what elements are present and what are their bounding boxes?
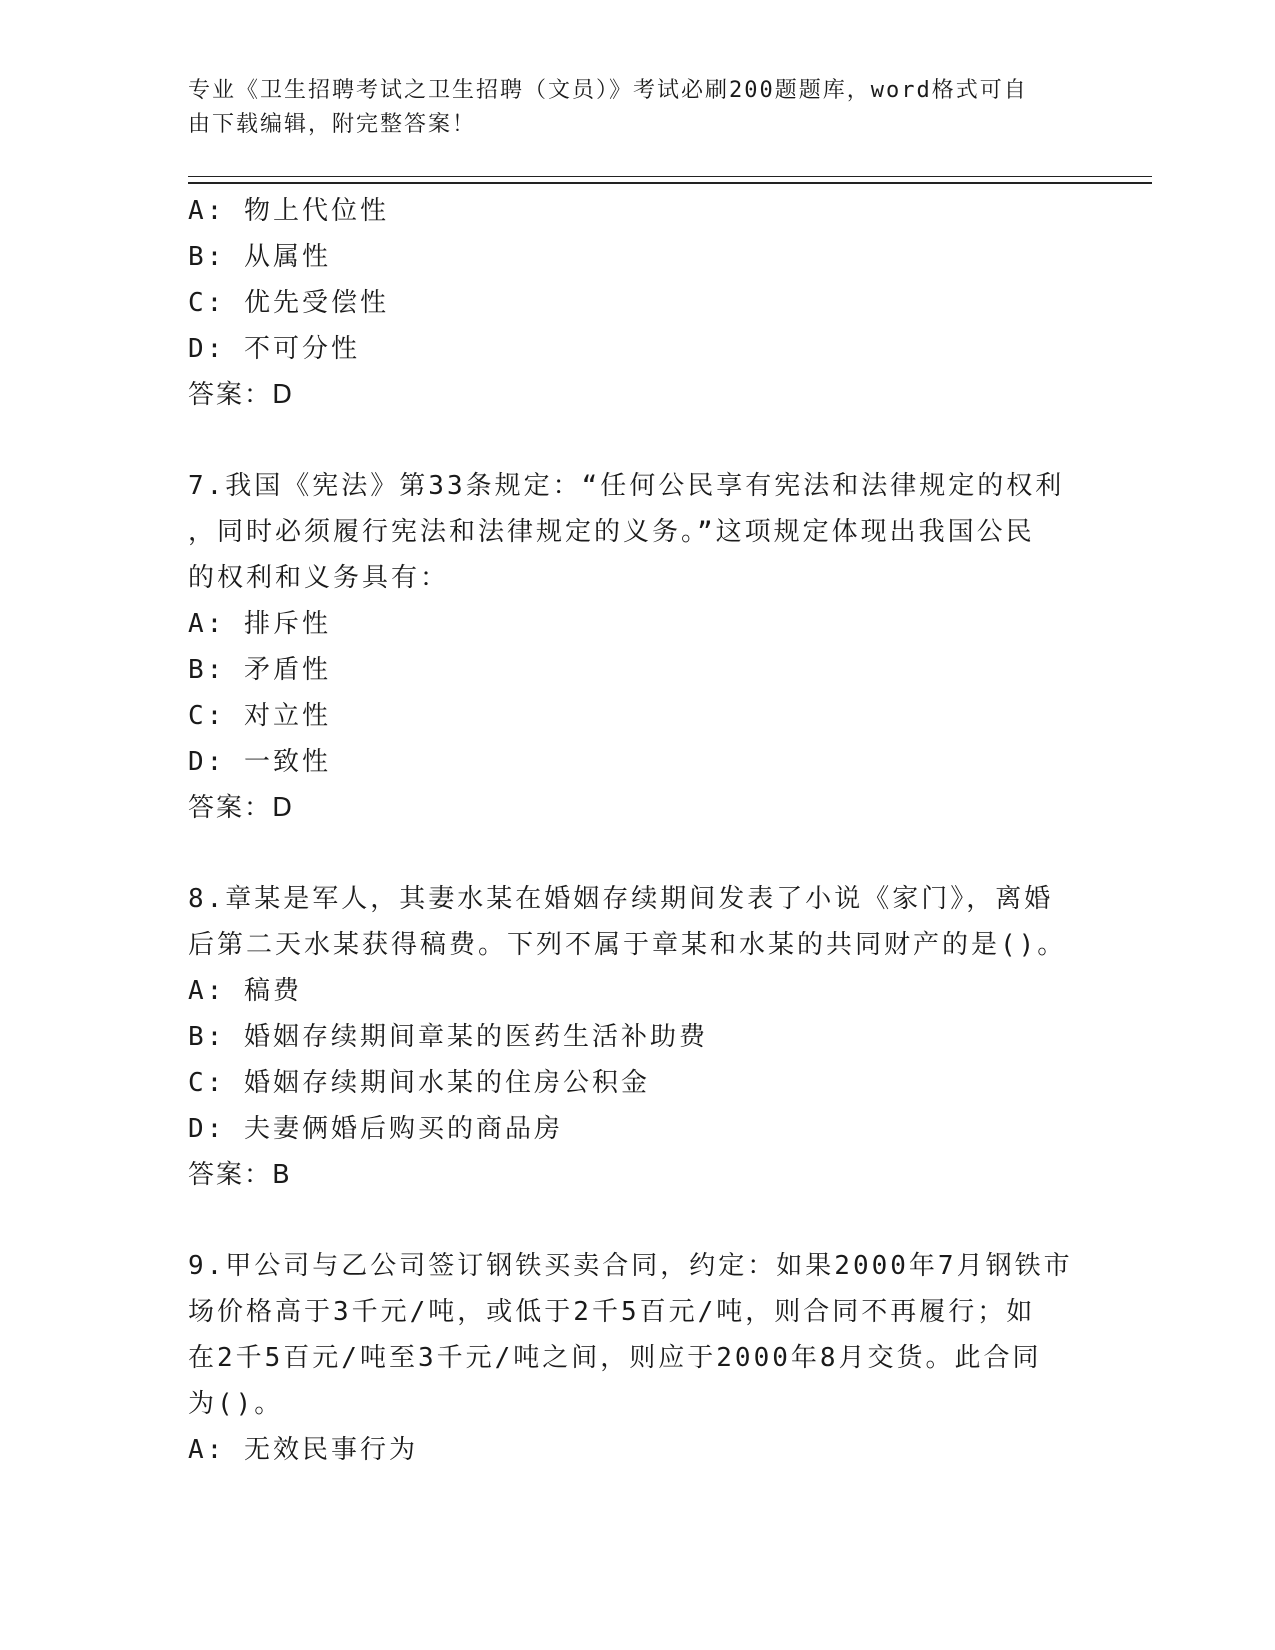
question-stem-line: 场价格高于3千元/吨，或低于2千5百元/吨，则合同不再履行；如 <box>188 1297 1036 1327</box>
header-rule-thin <box>188 176 1152 177</box>
option-c: C: 婚姻存续期间水某的住房公积金 <box>188 1068 650 1098</box>
option-d: D: 夫妻俩婚后购买的商品房 <box>188 1114 563 1144</box>
question-stem-line: 后第二天水某获得稿费。下列不属于章某和水某的共同财产的是()。 <box>188 930 1067 960</box>
question-7 <box>188 463 1088 831</box>
question-stem-line: 的权利和义务具有： <box>188 563 450 593</box>
header-line: 专业《卫生招聘考试之卫生招聘（文员）》考试必刷200题题库，word格式可自 <box>188 78 1028 103</box>
question-spacer <box>188 1198 1088 1243</box>
question-stem-line: 8.章某是军人，其妻水某在婚姻存续期间发表了小说《家门》，离婚 <box>188 884 1054 914</box>
option-d: D: 一致性 <box>188 747 331 777</box>
option-c: C: 对立性 <box>188 701 331 731</box>
option-a: A: 排斥性 <box>188 609 331 639</box>
option-a: A: 稿费 <box>188 976 302 1006</box>
header-line: 由下载编辑，附完整答案！ <box>188 112 477 137</box>
question-6 <box>188 188 1088 418</box>
document-header <box>188 74 1068 142</box>
option-b: B: 婚姻存续期间章某的医药生活补助费 <box>188 1022 708 1052</box>
option-b: B: 从属性 <box>188 242 331 272</box>
question-stem-line: 为()。 <box>188 1389 284 1419</box>
question-9 <box>188 1243 1088 1473</box>
question-spacer <box>188 831 1088 876</box>
option-a: A: 无效民事行为 <box>188 1435 418 1465</box>
question-spacer <box>188 418 1088 463</box>
option-c: C: 优先受偿性 <box>188 288 389 318</box>
question-stem-line: 在2千5百元/吨至3千元/吨之间，则应于2000年8月交货。此合同 <box>188 1343 1042 1373</box>
question-stem-line: 9.甲公司与乙公司签订钢铁买卖合同，约定：如果2000年7月钢铁市 <box>188 1251 1073 1281</box>
answer: 答案：D <box>188 793 295 823</box>
header-rule-thick <box>188 182 1152 184</box>
answer: 答案：B <box>188 1160 292 1190</box>
question-8 <box>188 876 1088 1198</box>
question-stem-line: 7.我国《宪法》第33条规定：“任何公民享有宪法和法律规定的权利 <box>188 471 1065 501</box>
option-b: B: 矛盾性 <box>188 655 331 685</box>
answer: 答案：D <box>188 380 295 410</box>
option-d: D: 不可分性 <box>188 334 360 364</box>
question-list <box>188 188 1088 1473</box>
question-stem-line: ，同时必须履行宪法和法律规定的义务。”这项规定体现出我国公民 <box>188 517 1035 547</box>
option-a: A: 物上代位性 <box>188 196 389 226</box>
